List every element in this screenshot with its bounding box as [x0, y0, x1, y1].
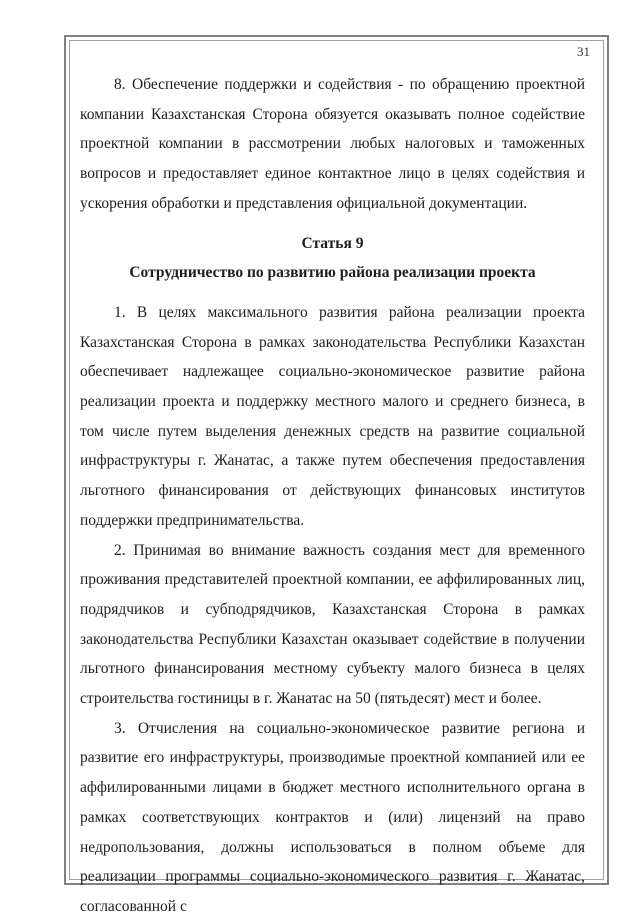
article-subtitle: Сотрудничество по развитию района реализации проекта [129, 264, 536, 282]
article-title: Статья 9 [301, 234, 364, 252]
paragraph-item-8: 8. Обеспечение поддержки и содействия - по обращению проектной компании Казахстанская Сторона обязуется оказывать полное содействие проектной компании в рассмотрении любых налоговых и таможенных вопросов и предоставляет единое контактное лицо в целях содействия и ускорения обработки и представления официальной документации. [80, 76, 585, 212]
document-body [80, 70, 585, 922]
paragraph-item-2: 2. Принимая во внимание важность создания мест для временного проживания представителей проектной компании, ее аффилированных лиц, подрядчиков и субподрядчиков, Казахстанская Сторона в рамках законодательства Республики Казахстан оказывает содействие в получении льготного финансирования местному субъекту малого бизнеса в целях строительства гостиницы в г. Жанатас на 50 (пятьдесят) мест и более. [80, 541, 585, 708]
paragraph-item-1: 1. В целях максимального развития района реализации проекта Казахстанская Сторона в рамках законодательства Республики Казахстан обеспечивает надлежащее социально-экономическое развитие района реализации проекта и поддержку местного малого и среднего бизнеса, в том числе путем выделения денежных средств на развитие социальной инфраструктуры г. Жанатас, а также путем обеспечения предоставления льготного финансирования от действующих финансовых институтов поддержки предпринимательства. [80, 303, 585, 529]
paragraph-item-3: 3. Отчисления на социально-экономическое развитие региона и развитие его инфраструктуры, производимые проектной компанией или ее аффилированными лицами в бюджет местного исполнительного органа в рамках соответствующих контрактов и (или) лицензий на право недропользования, должны использоваться в полном объеме для реализации программы социально-экономического развития г. Жанатас, согласованной с [80, 719, 585, 915]
page-number: 31 [577, 44, 590, 59]
